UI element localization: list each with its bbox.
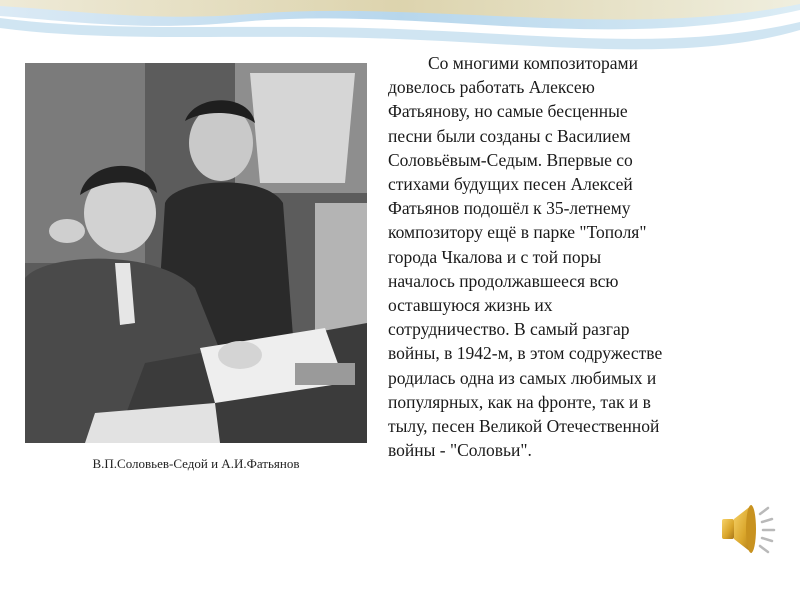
text-line: оставшуюся жизнь их: [388, 295, 553, 316]
text-line: песни были созданы с Василием: [388, 125, 631, 146]
speaker-sound-icon[interactable]: [718, 500, 780, 558]
photo-caption: В.П.Соловьев-Седой и А.И.Фатьянов: [92, 456, 300, 471]
text-line: популярных, как на фронте, так и в: [388, 391, 651, 412]
text-line: началось продолжавшееся всю: [388, 270, 619, 291]
text-line: стихами будущих песен Алексей: [388, 174, 633, 195]
text-line: Фатьянов подошёл к 35-летнему: [388, 198, 631, 219]
main-text-block: [388, 51, 788, 462]
text-line: Со многими композиторами: [428, 53, 638, 73]
text-line: Фатьянову, но самые бесценные: [388, 101, 628, 122]
text-line: тылу, песен Великой Отечественной: [388, 416, 660, 437]
text-line: довелось работать Алексею: [388, 77, 595, 98]
text-line: войны, в 1942-м, в этом содружестве: [388, 343, 663, 364]
text-line: города Чкалова и с той поры: [388, 246, 602, 267]
text-line: войны - "Соловьи".: [388, 440, 532, 461]
text-line: Соловьёвым-Седым. Впервые со: [388, 149, 633, 170]
main-paragraph: [388, 51, 788, 462]
historic-photo: [25, 63, 367, 443]
text-line: родилась одна из самых любимых и: [388, 367, 657, 388]
text-line: сотрудничество. В самый разгар: [388, 319, 630, 340]
text-line: композитору ещё в парке "Тополя": [388, 222, 647, 243]
